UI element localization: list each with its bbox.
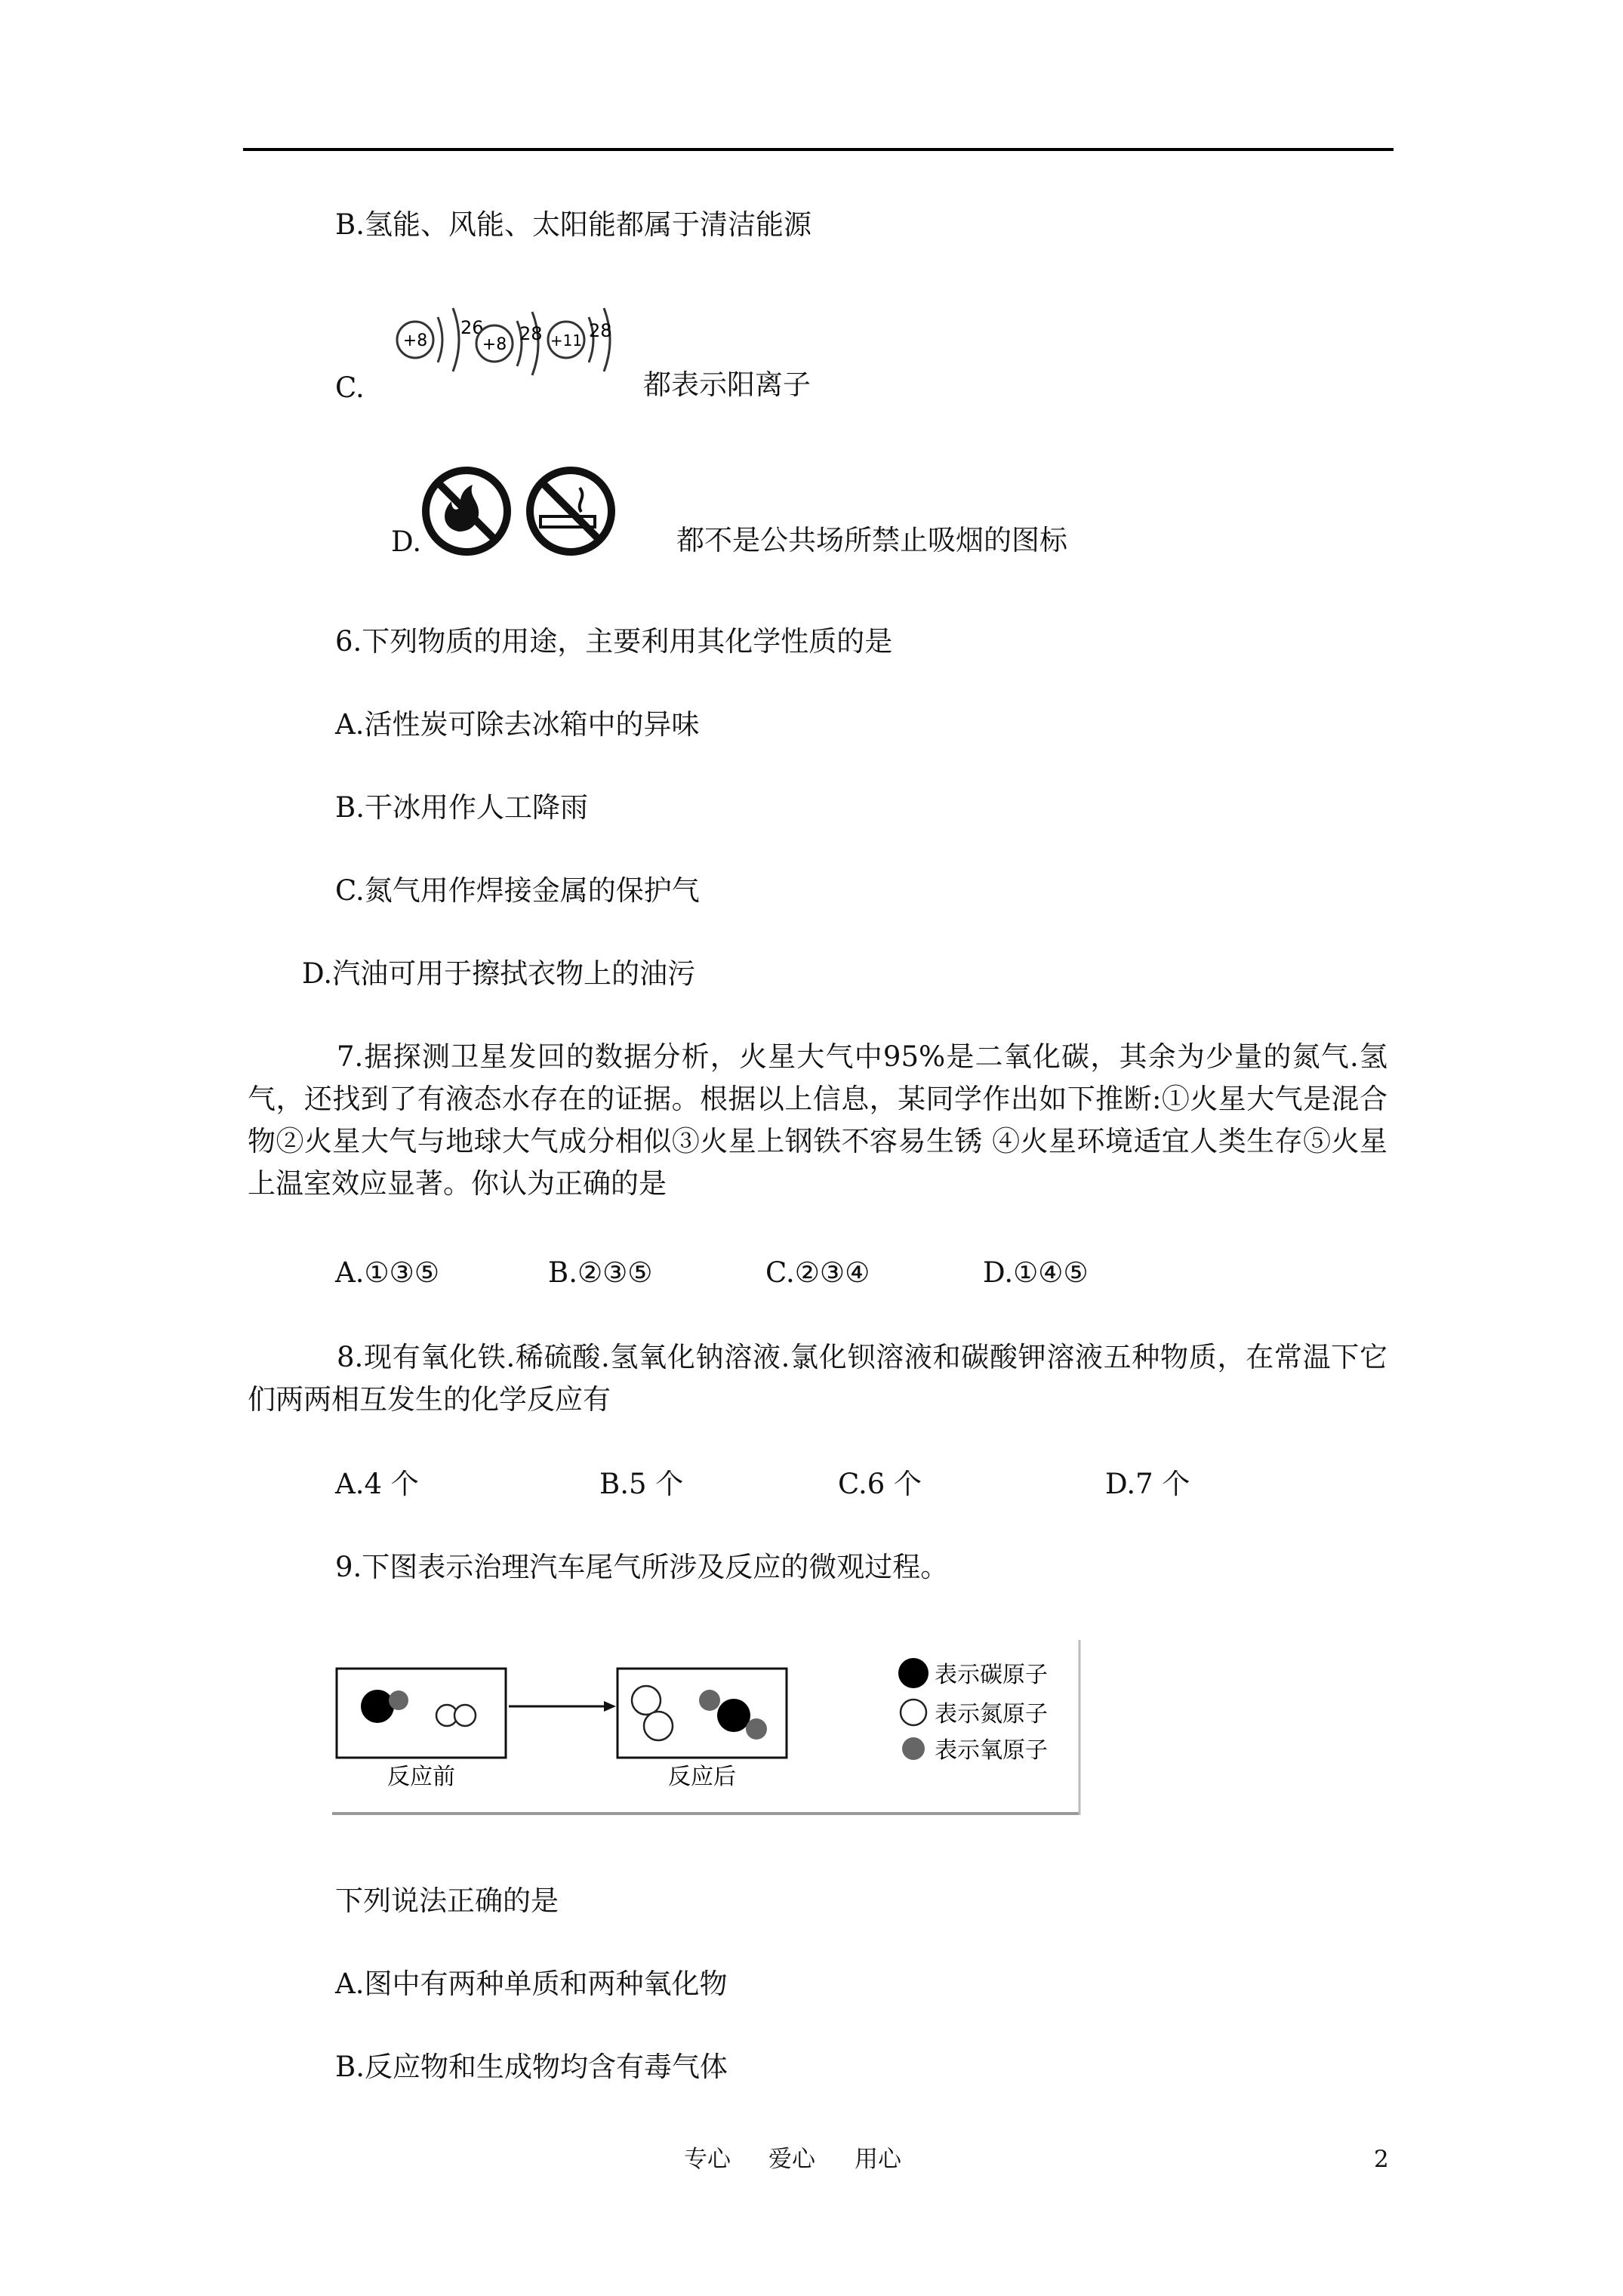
oxygen-atom-swatch: [902, 1737, 925, 1760]
reaction-microprocess-diagram: [332, 1637, 1087, 1818]
diagram-legend: [898, 1658, 1048, 1764]
q7-option-b: B.②③⑤: [548, 1256, 653, 1289]
legend-nitrogen: 表示氮原子: [935, 1701, 1048, 1727]
q9-stem: 9.下图表示治理汽车尾气所涉及反应的微观过程。: [335, 1551, 949, 1583]
page-number: 2: [1374, 2146, 1389, 2173]
q6-option-d: D.汽油可用于擦拭衣物上的油污: [302, 957, 696, 990]
q8-stem: 8.现有氧化铁.稀硫酸.氢氧化钠溶液.氯化钡溶液和碳酸钾溶液五种物质，在常温下它们两两相互发生的化学反应有: [248, 1341, 1387, 1416]
no-fire-no-smoking-icons: [420, 462, 624, 560]
atom2-nucleus: +8: [482, 335, 507, 354]
nitrogen-atom-swatch: [901, 1700, 926, 1725]
no-smoking-icon: [530, 470, 611, 552]
legend-oxygen: 表示氧原子: [935, 1737, 1048, 1764]
q7-option-c: C.②③④: [765, 1256, 870, 1289]
q5-option-b: B.氢能、风能、太阳能都属于清洁能源: [335, 208, 812, 241]
header-rule: [243, 148, 1394, 151]
atom-diagram-3: [548, 308, 612, 371]
atom3-nucleus: +11: [550, 331, 583, 350]
atom1-nucleus: +8: [402, 331, 428, 350]
q5-option-c-text: 都表示阳离子: [643, 368, 811, 401]
atom3-shells: 28: [589, 320, 612, 341]
footer-motto-1: 专心: [684, 2146, 731, 2173]
atom-diagram-1: [397, 308, 484, 371]
atom-structure-diagrams: [385, 287, 619, 393]
q5-option-d-text: 都不是公共场所禁止吸烟的图标: [676, 524, 1067, 556]
q5-option-c-prefix: C.: [335, 371, 365, 404]
atom1-shells: 26: [460, 317, 484, 338]
q8-option-b: B.5 个: [599, 1468, 684, 1500]
atom2-shells: 28: [519, 323, 543, 344]
footer-motto-2: 爱心: [768, 2146, 815, 2173]
before-label: 反应前: [387, 1764, 455, 1790]
footer-motto-3: 用心: [855, 2146, 901, 2173]
legend-carbon: 表示碳原子: [935, 1662, 1048, 1688]
q9-prompt: 下列说法正确的是: [335, 1885, 559, 1917]
q8-option-a: A.4 个: [335, 1468, 419, 1500]
q8-option-d: D.7 个: [1105, 1468, 1190, 1500]
q7-stem: 7.据探测卫星发回的数据分析，火星大气中95%是二氧化碳，其余为少量的氮气.氢气，还找到了有液态水存在的证据。根据以上信息，某同学作出如下推断:①火星大气是混合物②火星大气与地球大气成分相似③火星上钢铁不容易生锈 ④火星环境适宜人类生存⑤火星上温室效应显著。你认为正确的是: [248, 1040, 1387, 1200]
q9-option-b: B.反应物和生成物均含有毒气体: [335, 2051, 728, 2083]
carbon-atom-swatch: [898, 1658, 929, 1688]
q5-option-d-prefix: D.: [391, 525, 422, 558]
after-label: 反应后: [668, 1764, 736, 1790]
q6-option-a: A.活性炭可除去冰箱中的异味: [335, 708, 700, 741]
q8-option-c: C.6 个: [838, 1468, 922, 1500]
q6-stem: 6.下列物质的用途，主要利用其化学性质的是: [335, 625, 893, 658]
atom-diagram-2: [476, 312, 543, 375]
q9-option-a: A.图中有两种单质和两种氧化物: [335, 1968, 728, 2000]
q6-option-b: B.干冰用作人工降雨: [335, 791, 588, 824]
q7-option-a: A.①③⑤: [335, 1256, 439, 1289]
no-open-flame-icon: [426, 470, 507, 552]
q7-option-d: D.①④⑤: [983, 1256, 1089, 1289]
q6-option-c: C.氮气用作焊接金属的保护气: [335, 874, 700, 907]
